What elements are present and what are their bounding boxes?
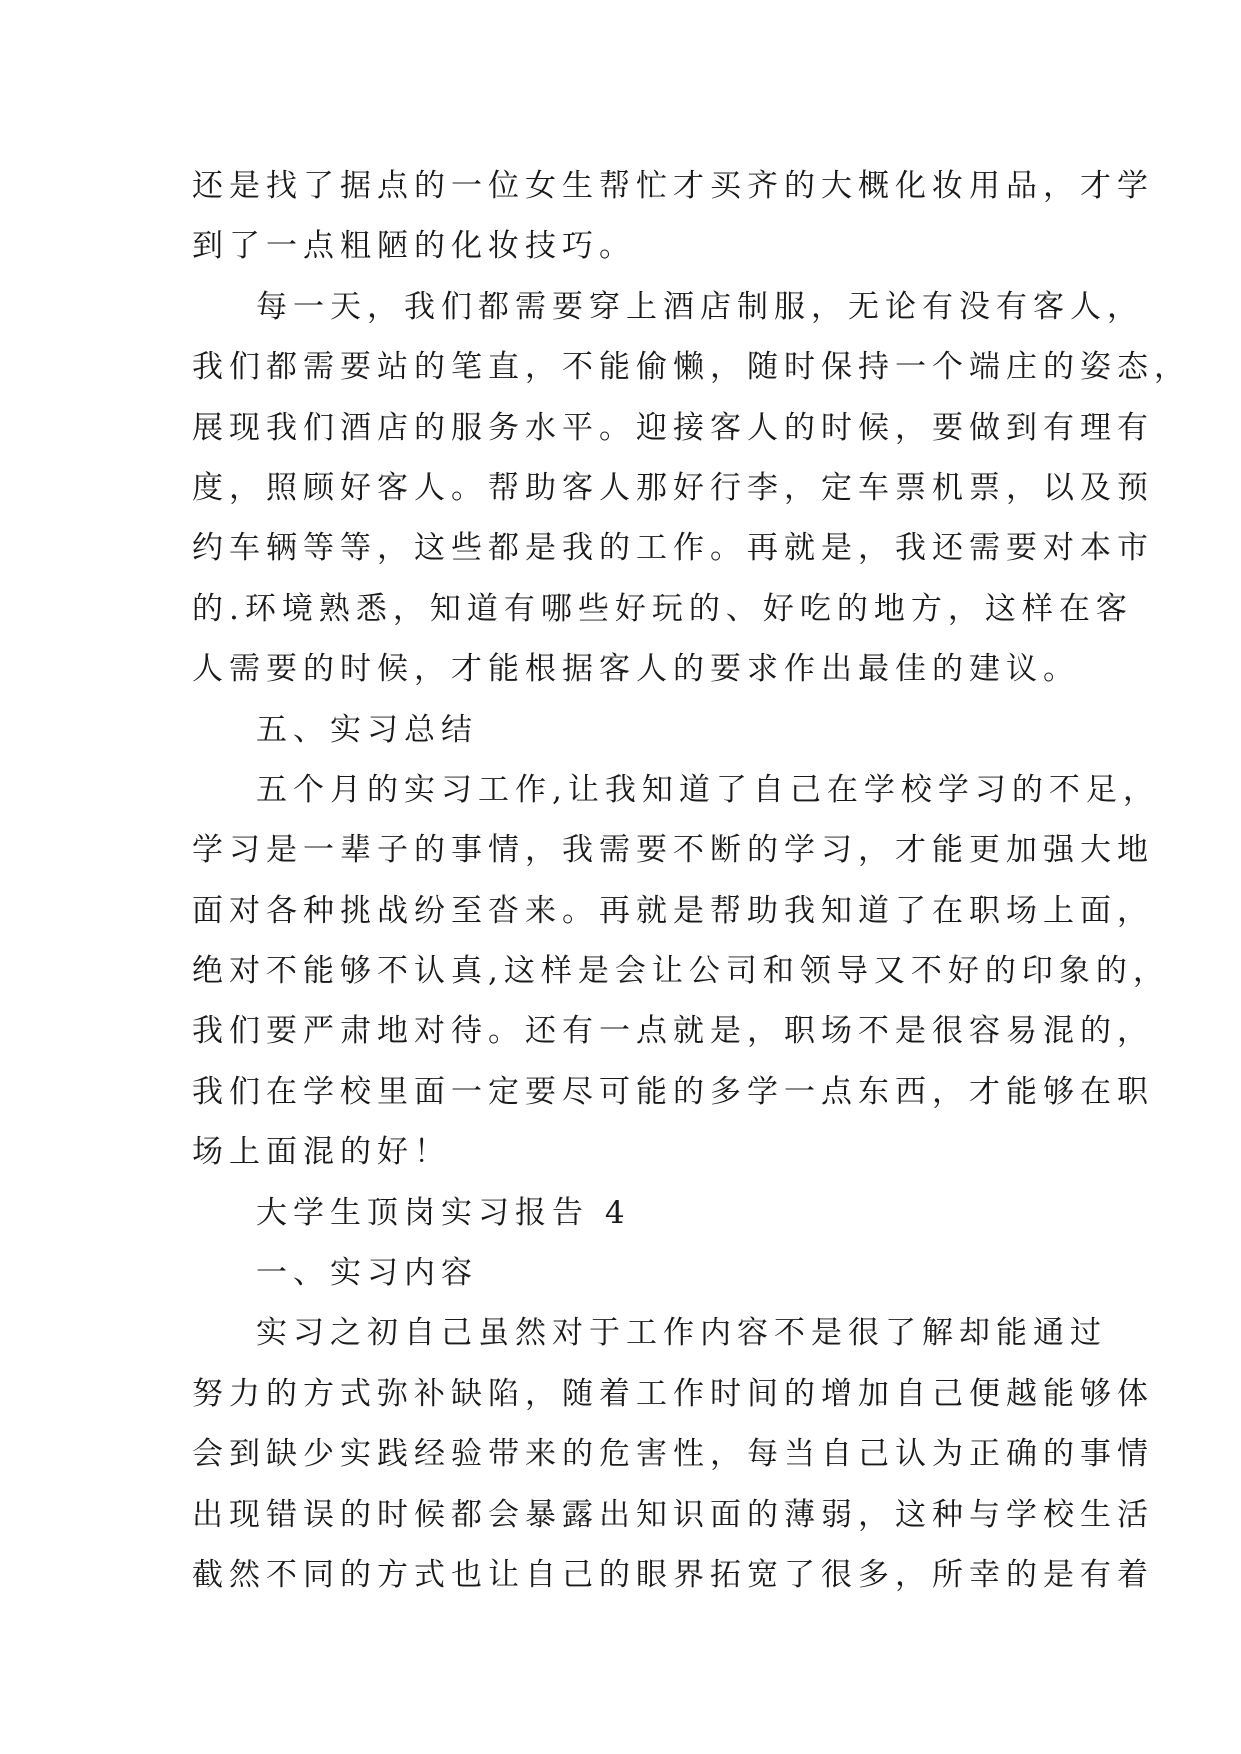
text-line: 实习之初自己虽然对于工作内容不是很了解却能通过 — [256, 1315, 1107, 1352]
section-heading: 五、实习总结 — [256, 711, 478, 748]
text-line: 的.环境熟悉，知道有哪些好玩的、好吃的地方，这样在客 — [192, 590, 1133, 627]
text-line: 度，照顾好客人。帮助客人那好行李，定车票机票，以及预 — [192, 469, 1154, 506]
text-line: 我们都需要站的笔直，不能偷懒，随时保持一个端庄的姿态， — [192, 349, 1191, 386]
text-line: 学习是一辈子的事情，我需要不断的学习，才能更加强大地 — [192, 832, 1154, 869]
text-line: 还是找了据点的一位女生帮忙才买齐的大概化妆用品，才学 — [192, 168, 1154, 204]
text-line: 每一天，我们都需要穿上酒店制服，无论有没有客人， — [256, 288, 1144, 325]
text-line: 约车辆等等，这些都是我的工作。再就是，我还需要对本市 — [192, 530, 1154, 567]
text-line: 出现错误的时候都会暴露出知识面的薄弱，这种与学校生活 — [192, 1496, 1154, 1533]
text-line: 绝对不能够不认真,这样是会让公司和领导又不好的印象的， — [192, 953, 1170, 990]
report-title: 大学生顶岗实习报告 4 — [256, 1194, 631, 1231]
text-line: 截然不同的方式也让自己的眼界拓宽了很多，所幸的是有着 — [192, 1556, 1154, 1593]
document-body — [192, 156, 1191, 1605]
section-heading: 一、实习内容 — [256, 1255, 478, 1292]
text-line: 我们要严肃地对待。还有一点就是，职场不是很容易混的， — [192, 1013, 1154, 1050]
text-line: 我们在学校里面一定要尽可能的多学一点东西，才能够在职 — [192, 1073, 1154, 1110]
text-line: 五个月的实习工作,让我知道了自己在学校学习的不足， — [256, 771, 1160, 808]
text-line: 努力的方式弥补缺陷，随着工作时间的增加自己便越能够体 — [192, 1375, 1154, 1412]
text-line: 场上面混的好！ — [192, 1134, 451, 1171]
text-line: 到了一点粗陋的化妆技巧。 — [192, 228, 636, 265]
text-line: 面对各种挑战纷至沓来。再就是帮助我知道了在职场上面， — [192, 892, 1154, 929]
text-line: 会到缺少实践经验带来的危害性，每当自己认为正确的事情 — [192, 1436, 1154, 1473]
text-line: 人需要的时候，才能根据客人的要求作出最佳的建议。 — [192, 651, 1080, 688]
text-line: 展现我们酒店的服务水平。迎接客人的时候，要做到有理有 — [192, 409, 1154, 446]
